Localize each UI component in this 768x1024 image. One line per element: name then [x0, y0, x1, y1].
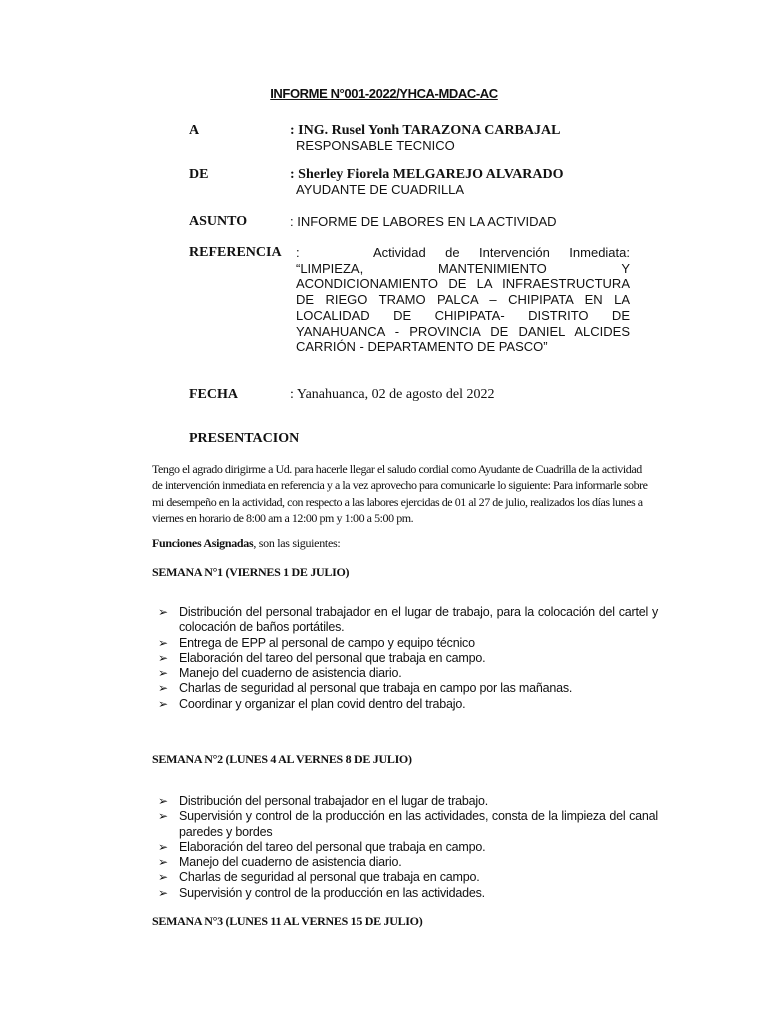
arrow-bullet-icon: ➢	[158, 650, 168, 665]
functions-label: Funciones Asignadas	[152, 536, 254, 550]
date-label: FECHA	[189, 387, 238, 402]
week-3-title: SEMANA N°3 (LUNES 11 AL VERNES 15 DE JULIO)	[152, 914, 423, 928]
arrow-bullet-icon: ➢	[158, 605, 168, 619]
reference-text: Actividad de Intervención Inmediata: “LIMPIEZA, MANTENIMIENTO Y ACONDICIONAMIENTO DE LA INFRAESTRUCTURA DE RIEGO TRAMO PALCA – CHIPIPATA EN LA LOCALIDAD DE CHIPIPATA- DISTRITO DE YANAHUANCA - PROVINCIA DE DANIEL ALCIDES CARRIÓN - DEPARTAMENTO DE PASCO”	[296, 245, 630, 355]
recipient-name: : ING. Rusel Yonh TARAZONA CARBAJAL	[290, 123, 561, 138]
arrow-bullet-icon: ➢	[158, 855, 168, 870]
recipient-role: RESPONSABLE TECNICO	[296, 138, 455, 153]
subject-label: ASUNTO	[189, 214, 248, 229]
arrow-bullet-icon: ➢	[158, 870, 168, 885]
list-item: ➢ Distribución del personal trabajador en el lugar de trabajo.	[158, 794, 489, 808]
reference-label: REFERENCIA	[189, 245, 282, 260]
presentation-paragraph: Tengo el agrado dirigirme a Ud. para hacerle llegar el saludo cordial como Ayudante de Cuadrilla de la actividad de intervención inmediata en referencia y a la vez aprovecho para comunicarle lo siguiente: Para informarle sobre mi desempeño en la actividad, con respecto a las labores ejercidas de 01 al 27 de julio, realizados los días lunes a viernes en horario de 8:00 am a 12:00 pm y 1:00 a 5:00 pm.	[152, 462, 648, 525]
functions-suffix: , son las siguientes:	[253, 536, 341, 550]
list-item: ➢ Manejo del cuaderno de asistencia diario.	[158, 855, 402, 870]
sender-label: DE	[189, 167, 209, 182]
week-2-title: SEMANA N°2 (LUNES 4 AL VERNES 8 DE JULIO)	[152, 752, 412, 766]
list-item: ➢ Supervisión y control de la producción en las actividades, consta de la limpieza del canal paredes y bordes	[158, 809, 658, 839]
arrow-bullet-icon: ➢	[158, 681, 168, 696]
list-item: ➢ Elaboración del tareo del personal que trabaja en campo.	[158, 839, 486, 854]
sender-name: : Sherley Fiorela MELGAREJO ALVARADO	[290, 167, 564, 182]
presentation-heading: PRESENTACION	[189, 431, 300, 446]
arrow-bullet-icon: ➢	[158, 666, 168, 681]
list-item: ➢ Coordinar y organizar el plan covid dentro del trabajo.	[158, 696, 466, 711]
arrow-bullet-icon: ➢	[158, 635, 168, 650]
arrow-bullet-icon: ➢	[158, 839, 168, 854]
arrow-bullet-icon: ➢	[158, 696, 168, 711]
sender-role: AYUDANTE DE CUADRILLA	[296, 182, 465, 197]
reference-value	[296, 245, 630, 355]
list-item: ➢ Charlas de seguridad al personal que trabaja en campo.	[158, 870, 480, 885]
arrow-bullet-icon: ➢	[158, 809, 168, 824]
list-item: ➢ Elaboración del tareo del personal que trabaja en campo.	[158, 650, 486, 665]
arrow-bullet-icon: ➢	[158, 794, 168, 808]
week-1-title: SEMANA N°1 (VIERNES 1 DE JULIO)	[152, 565, 350, 579]
subject-value: : INFORME DE LABORES EN LA ACTIVIDAD	[290, 214, 557, 229]
list-item: ➢ Charlas de seguridad al personal que trabaja en campo por las mañanas.	[158, 681, 573, 696]
arrow-bullet-icon: ➢	[158, 885, 168, 900]
list-item: ➢ Supervisión y control de la producción en las actividades.	[158, 885, 485, 900]
document-title: INFORME N°001-2022/YHCA-MDAC-AC	[270, 86, 498, 101]
recipient-label: A	[189, 123, 200, 138]
list-item: ➢ Manejo del cuaderno de asistencia diario.	[158, 666, 402, 681]
list-item: ➢ Entrega de EPP al personal de campo y equipo técnico	[158, 635, 475, 650]
week-1-task-list	[158, 605, 658, 712]
list-item: ➢ Distribución del personal trabajador en el lugar de trabajo, para la colocación del cartel y colocación de baños portátiles.	[158, 605, 658, 635]
week-2-task-list	[158, 794, 658, 901]
reference-colon: :	[296, 245, 300, 260]
functions-intro	[152, 536, 340, 551]
date-value: : Yanahuanca, 02 de agosto del 2022	[290, 387, 495, 402]
